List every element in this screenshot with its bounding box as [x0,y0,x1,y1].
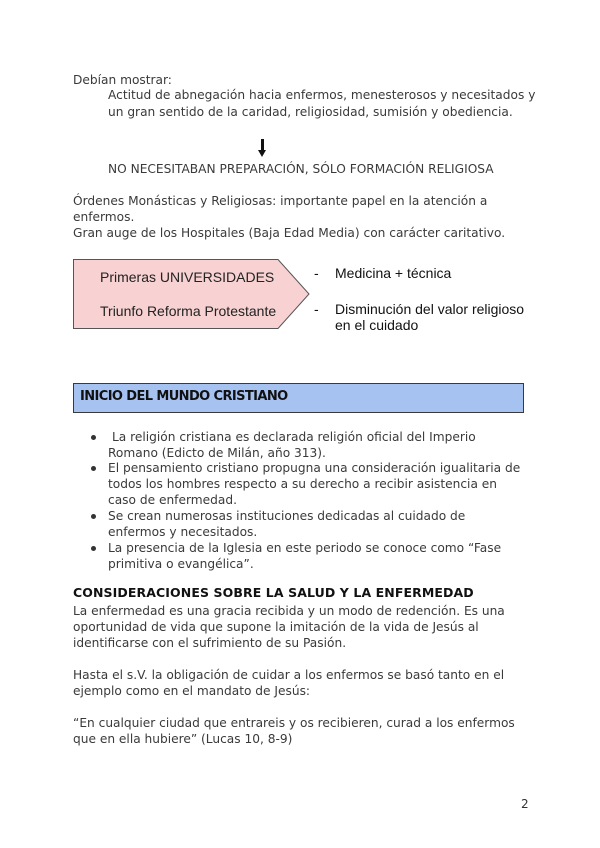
list-item-line: Romano (Edicto de Milán, año 313). [108,446,326,460]
diagram-right-bullet-1: - [314,265,319,281]
health-p1-line-3: identificarse con el sufrimiento de su Pasión. [73,636,347,650]
list-item-line: caso de enfermedad. [108,493,237,507]
diagram-right-item-2-cont: en el cuidado [335,317,419,333]
diagram-left-item-1: Primeras UNIVERSIDADES [100,269,275,285]
section-banner-title: INICIO DEL MUNDO CRISTIANO [80,389,288,404]
health-heading: CONSIDERACIONES SOBRE LA SALUD Y LA ENFERMEDAD [73,585,474,600]
page-number: 2 [521,797,529,811]
list-item [108,460,530,508]
list-item-line: La presencia de la Iglesia en este periodo se conoce como “Fase [108,541,502,555]
list-item [108,508,530,540]
section-banner [73,383,524,413]
intro-conclusion: NO NECESITABAN PREPARACIÓN, SÓLO FORMACIÓN RELIGIOSA [108,162,494,176]
orders-line-2: enfermos. [73,210,135,224]
health-p1-line-2: oportunidad de vida que supone la imitación de la vida de Jesús al [73,620,479,634]
diagram-left-item-2: Triunfo Reforma Protestante [100,303,277,319]
bullet-icon [91,466,96,471]
orders-line-1: Órdenes Monásticas y Religiosas: importante papel en la atención a [73,194,488,208]
health-p2-line-1: Hasta el s.V. la obligación de cuidar a los enfermos se basó tanto en el [73,668,505,682]
list-item-line: todos los hombres respecto a su derecho a recibir asistencia en [108,477,498,491]
list-item-line: enfermos y necesitados. [108,525,258,539]
diagram-right-item-1: Medicina + técnica [335,265,452,281]
list-item-line: El pensamiento cristiano propugna una consideración igualitaria de [108,461,521,475]
list-item [108,540,530,572]
intro-label: Debían mostrar: [73,73,172,87]
health-p2-line-2: ejemplo como en el mandato de Jesús: [73,684,311,698]
diagram-right-bullet-2: - [314,301,319,317]
quote-line-2: que en ella hubiere” (Lucas 10, 8-9) [73,732,293,746]
bullet-icon [91,546,96,551]
bullet-icon [91,514,96,519]
diagram-right-item-2: Disminución del valor religioso [335,301,525,317]
health-p1-line-1: La enfermedad es una gracia recibida y un modo de redención. Es una [73,604,505,618]
arrow-down-icon [258,139,268,159]
bullet-icon [91,435,96,440]
list-item-line: Se crean numerosas instituciones dedicadas al cuidado de [108,509,466,523]
intro-indented-text: Actitud de abnegación hacia enfermos, menesterosos y necesitados y un gran sentido de la caridad, religiosidad, sumisión y obediencia. [108,88,536,119]
quote-line-1: “En cualquier ciudad que entrareis y os recibieren, curad a los enfermos [73,716,515,730]
list-item-line: La religión cristiana es declarada religión oficial del Imperio [112,430,476,444]
hospitals-line: Gran auge de los Hospitales (Baja Edad Media) con carácter caritativo. [73,226,506,240]
list-item [108,429,530,461]
list-item-line: primitiva o evangélica”. [108,557,254,571]
